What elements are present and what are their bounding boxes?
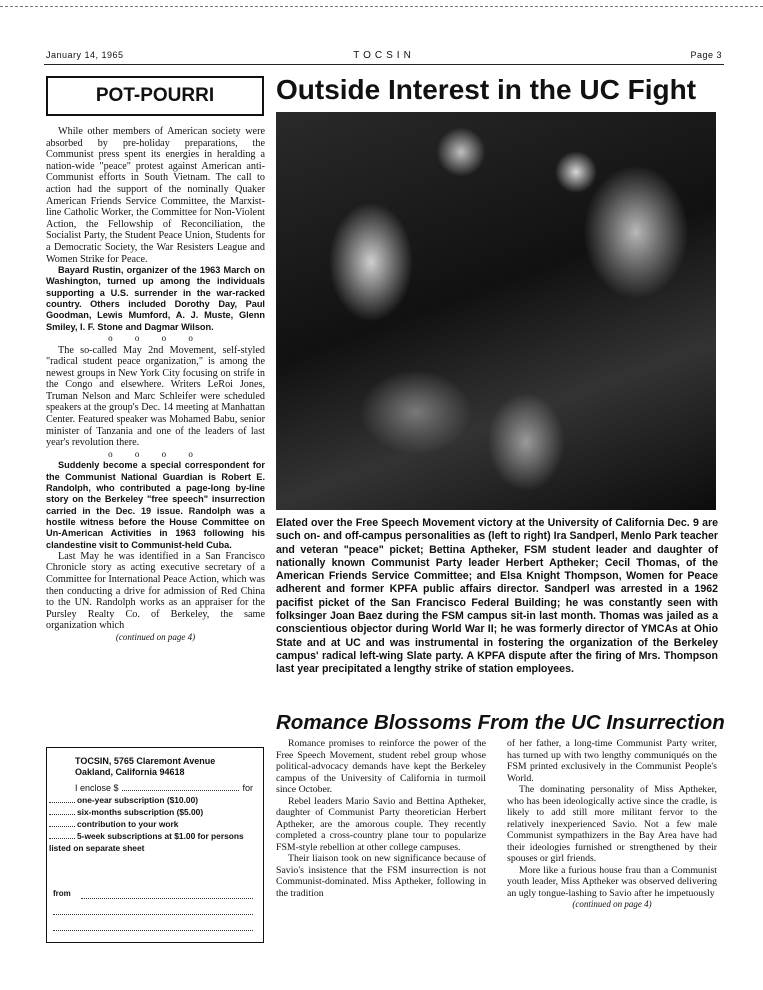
from-label: from <box>53 889 71 898</box>
romance-column-1 <box>276 738 486 899</box>
section-separator: o o o o <box>108 448 203 459</box>
article-paragraph: The dominating personality of Miss Aptheker, who has been ideologically active since the cradle, is likely to add still more militant fervor to the relatively inexperienced Savio. Not a few male Communist sympathizers in the Bay Area have had their ideologies furnished or strengthened by their spouses or girl friends. <box>507 784 717 864</box>
checkbox-blank[interactable] <box>49 814 75 815</box>
subscription-option[interactable] <box>49 818 253 830</box>
pot-pourri-paragraph: Bayard Rustin, organizer of the 1963 March on Washington, turned up among the individuals supporting a U.S. surrender in the war-racked country. Others included Dorothy Day, Paul Goodman, Lewis Mumford, A. J. Muste, Glenn Smiley, I. F. Stone and Dagmar Wilson. <box>46 265 265 332</box>
subscription-address <box>75 756 253 778</box>
option-label: contribution to your work <box>77 819 179 829</box>
news-photo <box>276 112 716 510</box>
page-header <box>46 50 722 64</box>
enclose-label: I enclose $ <box>75 783 119 793</box>
continued-note: (continued on page 4) <box>572 899 652 909</box>
option-label: one-year subscription ($10.00) <box>77 795 199 805</box>
header-rule <box>44 64 724 65</box>
article-paragraph: Romance promises to reinforce the power of the Free Speech Movement, student rebel group whose political-advocacy demands have kept the Berkeley campus of the University of California in turmoil since October. <box>276 738 486 795</box>
address-line: TOCSIN, 5765 Claremont Avenue <box>75 756 216 766</box>
article-paragraph: More like a furious house frau than a Communist youth leader, Miss Aptheker was observed delivering an ugly tongue-lashing to Savio after he impetuously <box>507 864 717 899</box>
from-line[interactable] <box>53 930 253 931</box>
checkbox-blank[interactable] <box>49 826 75 827</box>
option-label: six-months subscription ($5.00) <box>77 807 204 817</box>
pot-pourri-paragraph: While other members of American society were absorbed by pre-holiday preparations, the Communist press spent its energies in heralding a nation-wide "peace" protest against American anti-Communist efforts in South Vietnam. The call to action had the support of the nominally Quaker American Friends Service Committee, the Marxist-line Catholic Worker, the Committee for Non-Violent Action, the Fellowship of Reconciliation, the Socialist Party, the Student Peace Union, Students for a Democratic Society, the War Resisters League and Women Strike for Peace. <box>46 126 265 265</box>
option-label: 5-week subscriptions at $1.00 for persons listed on separate sheet <box>49 831 244 853</box>
subscription-form <box>46 747 264 943</box>
from-line[interactable] <box>53 914 253 915</box>
page-number: Page 3 <box>690 50 722 60</box>
pot-pourri-paragraph: Suddenly become a special correspondent for the Communist National Guardian is Robert E. Randolph, who contributed a page-long by-line story on the Berkeley "free speech" insurrection carried in the Dec. 19 issue. Randolph was a hostile witness before the House Committee on Un-American Activities in 1963 following his clandestine visit to Communist-held Cuba. <box>46 460 265 550</box>
checkbox-blank[interactable] <box>49 838 75 839</box>
pot-pourri-paragraph: The so-called May 2nd Movement, self-styled "radical student peace organization," is among the newest groups in New York City focusing on strife in the Congo and elsewhere. Writers LeRoi Jones, Truman Nelson and Marc Schleifer were scheduled speakers at the group's Dec. 14 meeting at Manhattan Center. Featured speaker was Mohamed Babu, senior minister of Tanzania and one of the leaders of last year's revolution there. <box>46 344 265 449</box>
checkbox-blank[interactable] <box>49 802 75 803</box>
romance-column-2 <box>507 738 717 911</box>
subscription-option[interactable] <box>49 794 253 806</box>
romance-headline: Romance Blossoms From the UC Insurrection <box>276 711 725 734</box>
pot-pourri-column <box>46 126 265 644</box>
section-separator: o o o o <box>108 332 203 343</box>
pot-pourri-title: POT-POURRI <box>46 76 264 116</box>
issue-date: January 14, 1965 <box>46 50 124 60</box>
publication-name: TOCSIN <box>353 50 415 61</box>
continued-note: (continued on page 4) <box>115 631 196 642</box>
article-paragraph: Rebel leaders Mario Savio and Bettina Aptheker, daughter of Communist Party theoretician Herbert Aptheker, are the amorous couple. They recently completed a cross-country plane tour to popularize FSM-style rebellion at other college campuses. <box>276 795 486 853</box>
amount-blank[interactable] <box>122 782 240 791</box>
subscription-option[interactable] <box>49 830 253 854</box>
perforation-edge <box>0 0 763 7</box>
enclose-line <box>75 782 253 794</box>
main-headline: Outside Interest in the UC Fight <box>276 74 697 105</box>
article-paragraph: Their liaison took on new significance because of Savio's insistence that the FSM insurrection is not Communist-dominated. Miss Aptheker, following in the tradition <box>276 853 486 899</box>
address-line: Oakland, California 94618 <box>75 767 185 777</box>
subscription-option[interactable] <box>49 806 253 818</box>
for-label: for <box>242 783 253 793</box>
from-line[interactable] <box>81 898 253 899</box>
article-paragraph: of her father, a long-time Communist Party writer, has turned up with two lengthy communiqués on the FSM printed exclusively in the Communist People's World. <box>507 738 717 784</box>
pot-pourri-paragraph: Last May he was identified in a San Francisco Chronicle story as acting executive secretary of a Committee for International Peace Action, which was then conducting a drive for admission of Red China to the UN. Randolph works as an appraiser for the Pursley Realty Co. of Berkeley, the same organization which <box>46 550 265 632</box>
photo-caption: Elated over the Free Speech Movement victory at the University of California Dec. 9 are such on- and off-campus personalities as (left to right) Ira Sandperl, Menlo Park teacher and veteran "peace" picket; Bettina Aptheker, FSM student leader and daughter of nationally known Communist Party leader Herbert Aptheker; Cecil Thomas, of the American Friends Service Committee; and Elsa Knight Thompson, Women for Peace adherent and former KPFA public affairs director. Sandperl was arrested in a 1962 pacifist picket of the San Francisco Federal Building; he was constantly seen with folksinger Joan Baez during the FSM campus sit-in last month. Thomas was jailed as a conscientious objector during World War II; he was formerly director of YMCAs at Ohio State and at UC and was instrumental in fostering the organization of the Berkeley campus' radical left-wing Slate party. A KPFA dispute after the firing of Mrs. Thompson last year precipitated a lengthy strike of station employees. <box>276 517 718 676</box>
